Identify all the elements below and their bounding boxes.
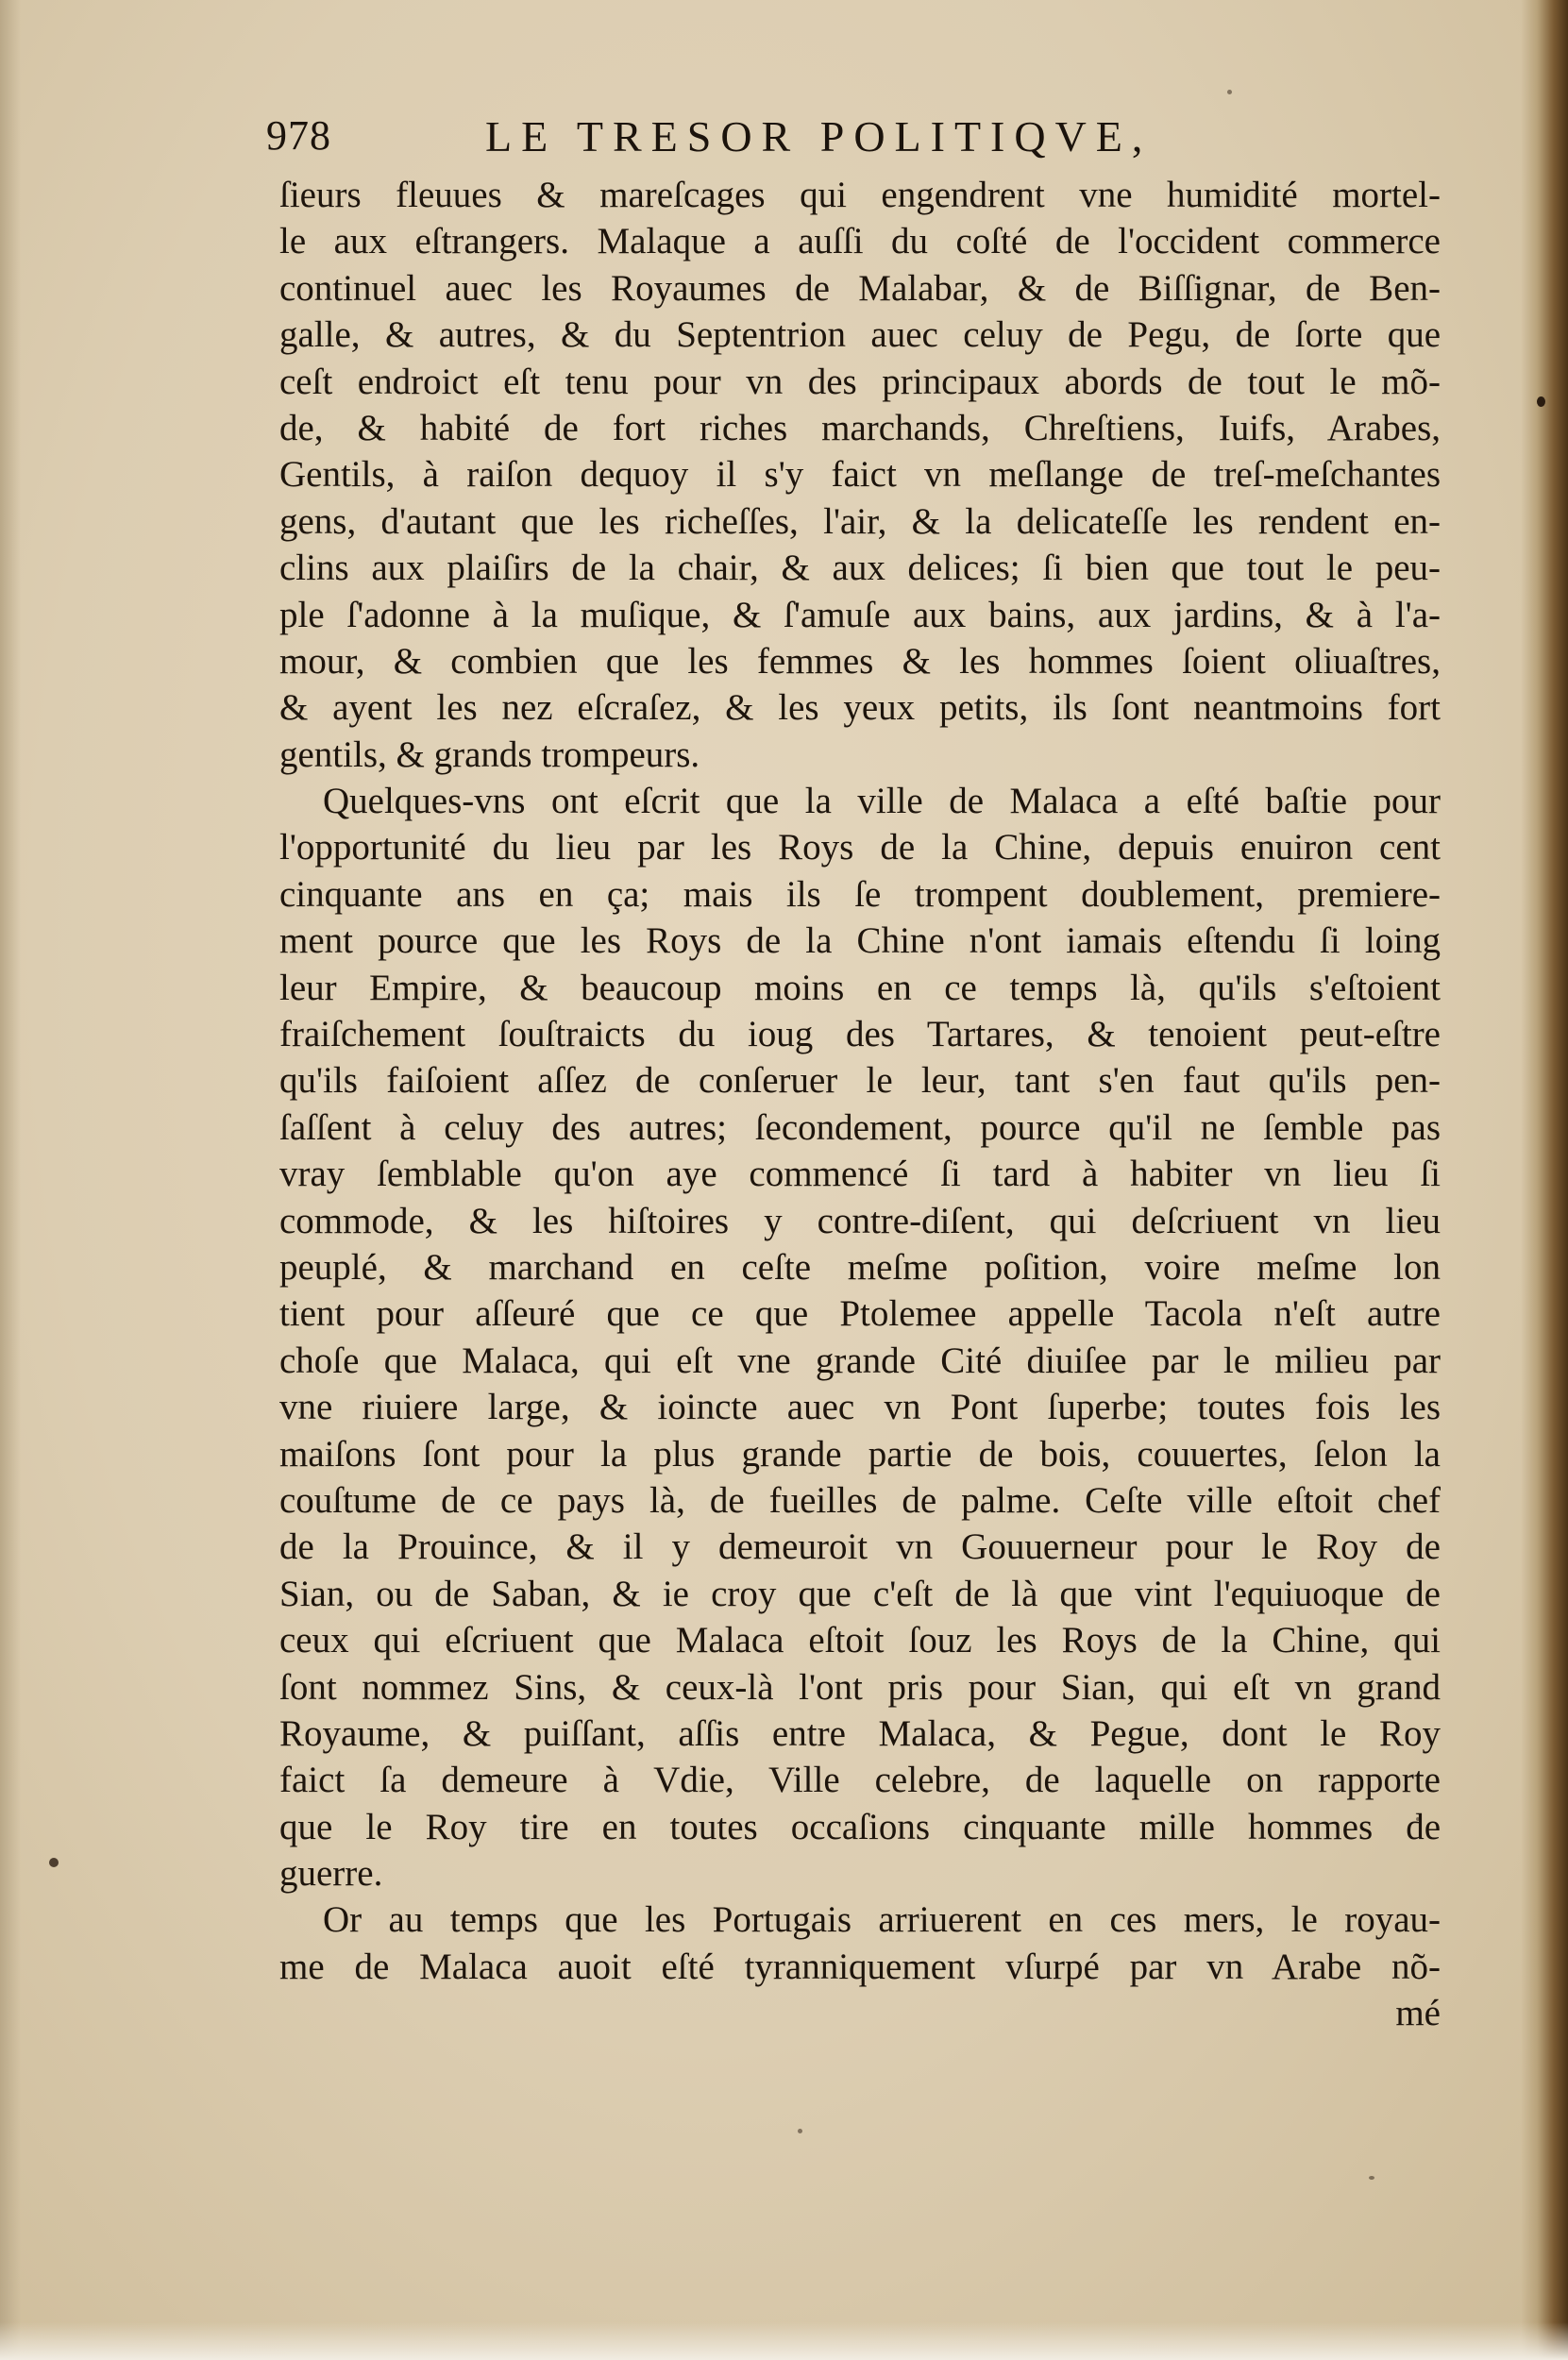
text-line: ple ſ'adonne à la muſique, & ſ'amuſe aux bains, aux jardins, & à l'a- [279,594,1441,635]
text-line: commode, & les hiſtoires y contre-diſent, qui deſcriuent vn lieu [279,1200,1441,1241]
paragraph-start-line: Or au temps que les Portugais arriuerent en ces mers, le royau- [323,1899,1441,1941]
text-line: l'opportunité du lieu par les Roys de la Chine, depuis enuiron cent [279,827,1441,868]
paragraph-end-line: gentils, & grands trompeurs. [279,733,700,775]
page-header [266,111,1305,168]
text-line: ſieurs fleuues & mareſcages qui engendrent vne humidité mortel- [279,175,1441,215]
text-line: Sian, ou de Saban, & ie croy que c'eſt de là que vint l'equiuoque de [279,1573,1441,1614]
page-spine-edge [1521,0,1568,2360]
text-line: clins aux plaiſirs de la chair, & aux delices; ſi bien que tout le peu- [279,548,1441,589]
text-line: ceux qui eſcriuent que Malaca eſtoit ſouz les Roys de la Chine, qui [279,1620,1441,1661]
ink-speck [49,1858,59,1867]
text-line: ment pource que les Roys de la Chine n'ont iamais eſtendu ſi loing [279,920,1441,962]
paragraph-start-line: Quelques-vns ont eſcrit que la ville de Malaca a eſté baſtie pour [323,781,1441,822]
text-line: de la Prouince, & il y demeuroit vn Gouuerneur pour le Roy de [279,1526,1441,1568]
text-line: que le Roy tire en toutes occaſions cinquante mille hommes de [279,1806,1441,1847]
page-number: 978 [266,112,331,159]
ink-speck [1537,396,1545,407]
text-line: galle, & autres, & du Septentrion auec celuy de Pegu, de ſorte que [279,314,1441,356]
text-line: cinquante ans en ça; mais ils ſe trompent doublement, premiere- [279,873,1441,915]
text-line: couſtume de ce pays là, de fueilles de palme. Ceſte ville eſtoit chef [279,1479,1441,1521]
ink-speck [1227,90,1232,94]
text-line: ſaſſent à celuy des autres; ſecondement, pource qu'il ne ſemble pas [279,1106,1441,1148]
catchword: mé [1395,1993,1441,2034]
text-line: Royaume, & puiſſant, aſſis entre Malaca, & Pegue, dont le Roy [279,1712,1441,1754]
text-line: ſont nommez Sins, & ceux-là l'ont pris pour Sian, qui eſt vn grand [279,1666,1441,1708]
text-line: gens, d'autant que les richeſſes, l'air, & la delicateſſe les rendent en- [279,500,1441,542]
page-left-shadow [0,0,21,2360]
text-line: ceſt endroict eſt tenu pour vn des principaux abords de tout le mõ- [279,361,1441,402]
text-line: continuel auec les Royaumes de Malabar, & de Biſſignar, de Ben- [279,267,1441,309]
text-line: vray ſemblable qu'on aye commencé ſi tard à habiter vn lieu ſi [279,1154,1441,1195]
text-line: vne riuiere large, & ioincte auec vn Pont ſuperbe; toutes fois les [279,1387,1441,1428]
paragraph-end-line: guerre. [279,1853,383,1895]
text-line: fraiſchement ſouſtraicts du ioug des Tartares, & tenoient peut-eſtre [279,1014,1441,1055]
text-line: leur Empire, & beaucoup moins en ce temps là, qu'ils s'eſtoient [279,967,1441,1008]
text-line: mour, & combien que les femmes & les hommes ſoient oliuaſtres, [279,640,1441,682]
text-line: & ayent les nez eſcraſez, & les yeux petits, ils ſont neantmoins fort [279,687,1441,729]
text-line: choſe que Malaca, qui eſt vne grande Cité diuiſee par le milieu par [279,1340,1441,1381]
text-line: peuplé, & marchand en ceſte meſme poſition, voire meſme lon [279,1246,1441,1288]
text-line: tient pour aſſeuré que ce que Ptolemee appelle Tacola n'eſt autre [279,1293,1441,1335]
text-line: faict ſa demeure à Vdie, Ville celebre, de laquelle on rapporte [279,1760,1441,1801]
ink-speck [1369,2176,1374,2180]
text-line: qu'ils faiſoient aſſez de conſeruer le leur, tant s'en faut qu'ils pen- [279,1060,1441,1102]
text-line: maiſons ſont pour la plus grande partie de bois, couuertes, ſelon la [279,1433,1441,1475]
text-line: Gentils, à raiſon dequoy il s'y faict vn meſlange de treſ-meſchantes [279,454,1441,496]
page-bottom-edge [0,2322,1568,2360]
body-text [279,172,1441,2037]
text-line: me de Malaca auoit eſté tyranniquement vſurpé par vn Arabe nõ- [279,1946,1441,1987]
ink-speck [798,2129,802,2133]
running-title: LE TRESOR POLITIQVE, [485,112,1153,160]
text-line: de, & habité de fort riches marchands, Chreſtiens, Iuifs, Arabes, [279,407,1441,448]
text-line: le aux eſtrangers. Malaque a auſſi du coſté de l'occident commerce [279,221,1441,262]
